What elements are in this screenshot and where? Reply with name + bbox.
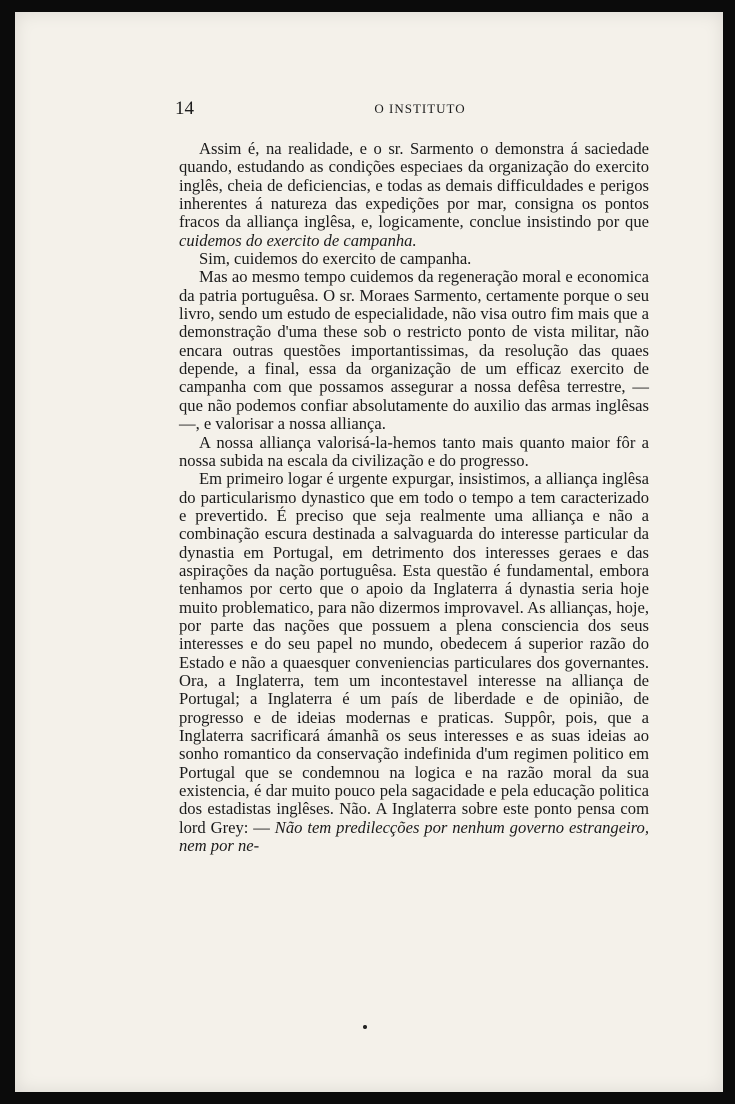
paragraph: Mas ao mesmo tempo cuidemos da regeneração moral e economica da patria portuguêsa. O sr. Moraes Sarmento, certamente porque o seu livro, sendo um estudo de especialidade, não visa outro fim mais que a demonstração d'uma these sob o restricto ponto de vista militar, não encara outras questões importantissimas, da resolução das quaes depende, a final, essa da organização de um efficaz exercito de campanha com que possamos assegurar a nossa defêsa terrestre, — que não podemos confiar absolutamente do auxilio das armas inglêsas —, e valorisar a nossa alliança.	[179, 267, 649, 434]
paragraph: Assim é, na realidade, e o sr. Sarmento o demonstra á saciedade quando, estudando as condições especiaes da organização do exercito inglês, cheia de deficiencias, e todas as demais difficuldades e perigos inherentes á natureza das expedições por mar, consigna os pontos fracos da alliança inglêsa, e, logicamente, conclue insistindo por que cuidemos do exercito de campanha.	[179, 139, 649, 250]
body-text	[179, 140, 649, 855]
page-number: 14	[175, 98, 194, 119]
ink-dot	[363, 1025, 367, 1029]
running-title: O INSTITUTO	[374, 101, 466, 116]
paragraph: Sim, cuidemos do exercito de campanha.	[199, 249, 472, 269]
page-header	[175, 98, 665, 122]
book-page	[15, 12, 723, 1092]
paragraph: A nossa alliança valorisá-la-hemos tanto mais quanto maior fôr a nossa subida na escala da civilização e do progresso.	[179, 432, 649, 470]
paragraph: Em primeiro logar é urgente expurgar, insistimos, a alliança inglêsa do particularismo dynastico que em todo o tempo a tem caracterizado e prevertido. É preciso que seja realmente uma alliança e não a combinação escura destinada a salvaguarda do interesse particular da dynastia em Portugal, em detrimento dos interesses geraes e das aspirações da nação portuguêsa. Esta questão é fundamental, embora tenhamos por certo que o apoio da Inglaterra á dynastia seria hoje muito problematico, para não dizermos improvavel. As allianças, hoje, por parte das nações que possuem a plena consciencia dos seus interesses e do seu papel no mundo, obedecem á superior razão do Estado e não a quaesquer conveniencias particulares dos governantes. Ora, a Inglaterra, tem um incontestavel interesse na alliança de Portugal; a Inglaterra é um país de liberdade e de opinião, de progresso e de ideias modernas e praticas. Suppôr, pois, que a Inglaterra sacrificará ámanhã os seus interesses e as suas ideias ao sonho romantico da conservação indefinida d'um regimen politico em Portugal que se condemnou na logica e na razão moral da sua existencia, é dar muito pouco pela sagacidade e pela educação politica dos estadistas inglêses. Não. A Inglaterra sobre este ponto pensa com lord Grey: — Não tem predilecções por nenhum governo estrangeiro, nem por ne-	[179, 469, 649, 856]
